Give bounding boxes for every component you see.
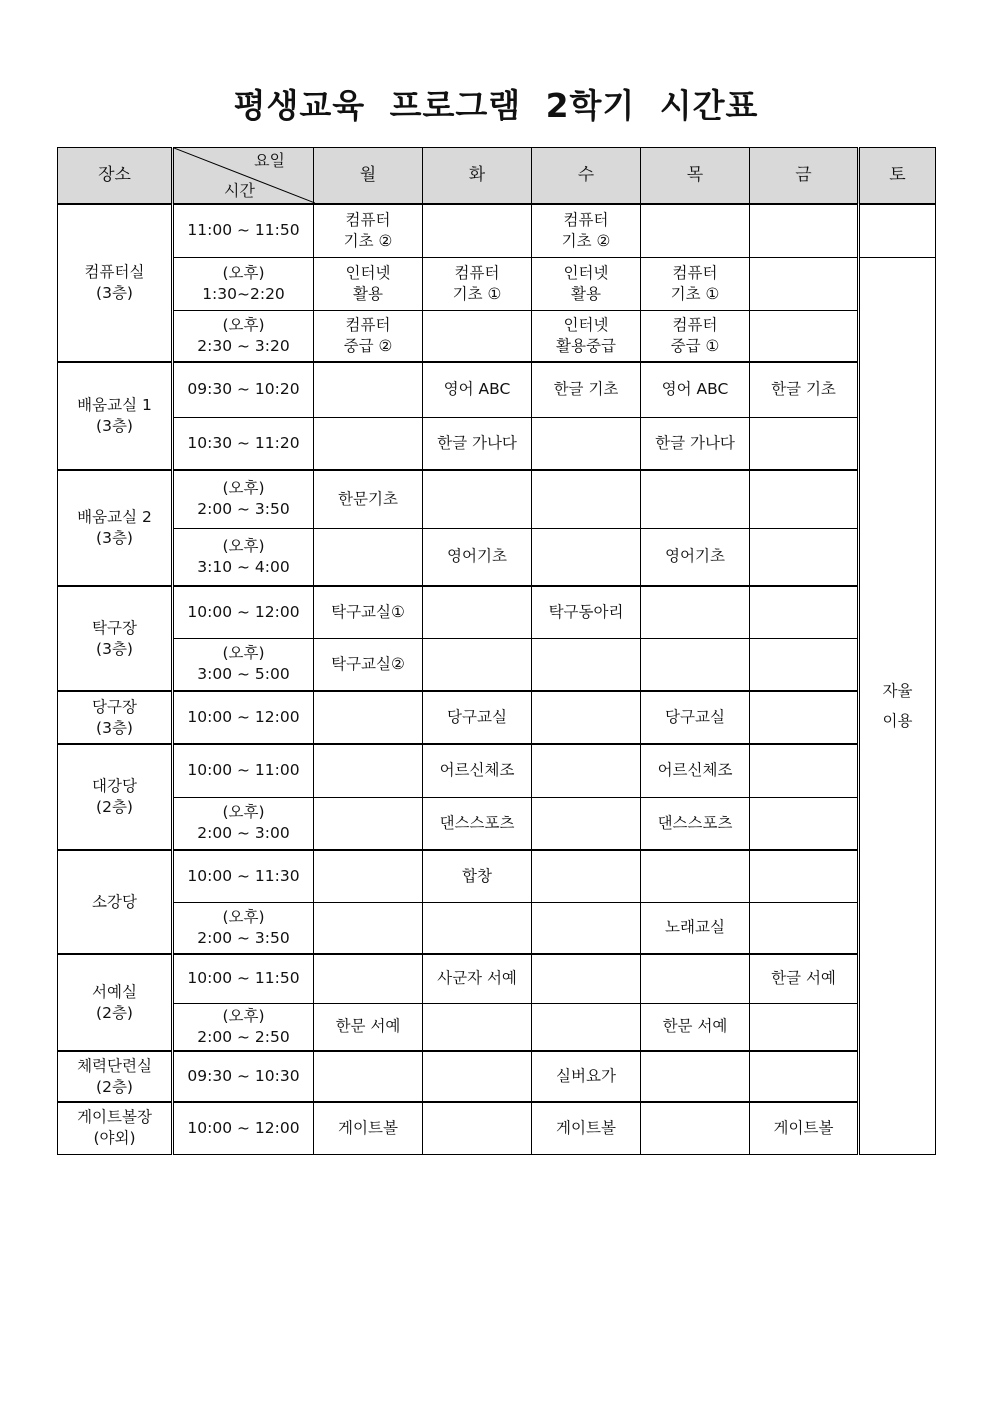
header-day-label: 요일	[254, 151, 285, 170]
program-cell-wed: 컴퓨터 기초 ②	[532, 204, 641, 257]
program-cell-tue	[423, 1102, 532, 1154]
place-cell: 당구장 (3층)	[58, 691, 173, 744]
program-cell-wed	[532, 417, 641, 470]
program-cell-fri: 한글 서예	[750, 954, 859, 1003]
header-day-wed: 수	[532, 148, 641, 205]
time-cell: 10:00 ~ 11:00	[173, 744, 314, 797]
table-row	[58, 1102, 936, 1154]
table-row	[58, 797, 936, 850]
program-cell-thu: 컴퓨터 중급 ①	[641, 310, 750, 362]
table-row	[58, 257, 936, 310]
program-cell-thu: 당구교실	[641, 691, 750, 744]
time-cell: (오후) 2:00 ~ 3:50	[173, 470, 314, 528]
table-row	[58, 204, 936, 257]
program-cell-thu: 한글 가나다	[641, 417, 750, 470]
program-cell-wed	[532, 797, 641, 850]
table-row	[58, 850, 936, 902]
program-cell-thu	[641, 586, 750, 638]
program-cell-mon	[314, 417, 423, 470]
program-cell-fri	[750, 1051, 859, 1102]
time-cell: 09:30 ~ 10:30	[173, 1051, 314, 1102]
table-row	[58, 1003, 936, 1051]
program-cell-fri	[750, 257, 859, 310]
program-cell-wed	[532, 691, 641, 744]
program-cell-wed	[532, 470, 641, 528]
header-day-time-corner	[173, 148, 314, 205]
program-cell-mon	[314, 954, 423, 1003]
place-cell: 탁구장 (3층)	[58, 586, 173, 691]
header-day-mon: 월	[314, 148, 423, 205]
header-place: 장소	[58, 148, 173, 205]
program-cell-wed: 한글 기초	[532, 362, 641, 417]
header-day-thu: 목	[641, 148, 750, 205]
program-cell-fri	[750, 902, 859, 954]
time-cell: (오후) 2:30 ~ 3:20	[173, 310, 314, 362]
program-cell-wed: 인터넷 활용	[532, 257, 641, 310]
place-cell: 체력단련실 (2층)	[58, 1051, 173, 1102]
program-cell-mon	[314, 902, 423, 954]
program-cell-mon	[314, 797, 423, 850]
program-cell-mon: 게이트볼	[314, 1102, 423, 1154]
program-cell-fri	[750, 1003, 859, 1051]
program-cell-thu	[641, 1102, 750, 1154]
time-cell: 10:00 ~ 12:00	[173, 1102, 314, 1154]
header-day-sat: 토	[859, 148, 936, 205]
program-cell-tue	[423, 1003, 532, 1051]
table-row	[58, 586, 936, 638]
program-cell-mon: 인터넷 활용	[314, 257, 423, 310]
program-cell-tue	[423, 310, 532, 362]
program-cell-tue	[423, 1051, 532, 1102]
program-cell-fri	[750, 638, 859, 691]
program-cell-fri	[750, 691, 859, 744]
program-cell-wed	[532, 902, 641, 954]
time-cell: 09:30 ~ 10:20	[173, 362, 314, 417]
time-cell: 10:00 ~ 12:00	[173, 691, 314, 744]
table-row	[58, 310, 936, 362]
program-cell-wed: 탁구동아리	[532, 586, 641, 638]
program-cell-fri	[750, 204, 859, 257]
program-cell-tue	[423, 586, 532, 638]
program-cell-mon: 한문 서예	[314, 1003, 423, 1051]
program-cell-thu: 한문 서예	[641, 1003, 750, 1051]
program-cell-mon	[314, 744, 423, 797]
program-cell-thu	[641, 1051, 750, 1102]
time-cell: 10:30 ~ 11:20	[173, 417, 314, 470]
program-cell-wed: 게이트볼	[532, 1102, 641, 1154]
table-row	[58, 1051, 936, 1102]
program-cell-wed	[532, 954, 641, 1003]
program-cell-tue: 합창	[423, 850, 532, 902]
program-cell-fri	[750, 744, 859, 797]
place-cell: 게이트볼장 (야외)	[58, 1102, 173, 1154]
program-cell-mon: 한문기초	[314, 470, 423, 528]
program-cell-mon: 컴퓨터 기초 ②	[314, 204, 423, 257]
place-cell: 컴퓨터실 (3층)	[58, 204, 173, 362]
program-cell-mon	[314, 1051, 423, 1102]
program-cell-wed: 실버요가	[532, 1051, 641, 1102]
place-cell: 서예실 (2층)	[58, 954, 173, 1051]
time-cell: (오후) 2:00 ~ 2:50	[173, 1003, 314, 1051]
program-cell-tue: 한글 가나다	[423, 417, 532, 470]
header-time-label: 시간	[224, 181, 255, 200]
program-cell-thu: 노래교실	[641, 902, 750, 954]
place-cell: 배움교실 2 (3층)	[58, 470, 173, 586]
program-cell-wed	[532, 850, 641, 902]
program-cell-fri	[750, 528, 859, 586]
time-cell: (오후) 1:30~2:20	[173, 257, 314, 310]
program-cell-thu	[641, 850, 750, 902]
program-cell-mon: 컴퓨터 중급 ②	[314, 310, 423, 362]
program-cell-thu: 컴퓨터 기초 ①	[641, 257, 750, 310]
program-cell-wed	[532, 528, 641, 586]
sat-cell-first	[859, 204, 936, 257]
program-cell-tue: 영어 ABC	[423, 362, 532, 417]
program-cell-thu: 어르신체조	[641, 744, 750, 797]
program-cell-tue	[423, 470, 532, 528]
program-cell-mon	[314, 362, 423, 417]
table-row	[58, 417, 936, 470]
program-cell-thu: 댄스스포츠	[641, 797, 750, 850]
program-cell-mon	[314, 850, 423, 902]
program-cell-mon: 탁구교실①	[314, 586, 423, 638]
program-cell-mon	[314, 528, 423, 586]
schedule-table	[57, 147, 936, 1155]
program-cell-tue: 컴퓨터 기초 ①	[423, 257, 532, 310]
program-cell-thu	[641, 204, 750, 257]
table-row	[58, 638, 936, 691]
program-cell-thu	[641, 638, 750, 691]
program-cell-fri: 한글 기초	[750, 362, 859, 417]
time-cell: 10:00 ~ 11:50	[173, 954, 314, 1003]
place-cell: 배움교실 1 (3층)	[58, 362, 173, 470]
place-cell: 소강당	[58, 850, 173, 954]
program-cell-wed	[532, 744, 641, 797]
time-cell: (오후) 3:00 ~ 5:00	[173, 638, 314, 691]
program-cell-thu	[641, 954, 750, 1003]
program-cell-tue: 영어기초	[423, 528, 532, 586]
table-row	[58, 902, 936, 954]
program-cell-wed: 인터넷 활용중급	[532, 310, 641, 362]
program-cell-tue: 사군자 서예	[423, 954, 532, 1003]
program-cell-thu	[641, 470, 750, 528]
table-row	[58, 744, 936, 797]
table-row	[58, 954, 936, 1003]
time-cell: (오후) 2:00 ~ 3:50	[173, 902, 314, 954]
page-title: 평생교육 프로그램 2학기 시간표	[233, 86, 759, 125]
header-row	[58, 148, 936, 205]
table-row	[58, 528, 936, 586]
program-cell-tue	[423, 638, 532, 691]
program-cell-wed	[532, 1003, 641, 1051]
time-cell: (오후) 2:00 ~ 3:00	[173, 797, 314, 850]
program-cell-fri	[750, 586, 859, 638]
program-cell-fri: 게이트볼	[750, 1102, 859, 1154]
time-cell: 11:00 ~ 11:50	[173, 204, 314, 257]
program-cell-fri	[750, 470, 859, 528]
table-row	[58, 362, 936, 417]
header-day-tue: 화	[423, 148, 532, 205]
program-cell-fri	[750, 850, 859, 902]
program-cell-wed	[532, 638, 641, 691]
program-cell-tue	[423, 902, 532, 954]
program-cell-fri	[750, 417, 859, 470]
place-cell: 대강당 (2층)	[58, 744, 173, 850]
program-cell-tue: 당구교실	[423, 691, 532, 744]
program-cell-tue: 어르신체조	[423, 744, 532, 797]
program-cell-thu: 영어 ABC	[641, 362, 750, 417]
program-cell-tue: 댄스스포츠	[423, 797, 532, 850]
program-cell-fri	[750, 310, 859, 362]
program-cell-tue	[423, 204, 532, 257]
time-cell: 10:00 ~ 11:30	[173, 850, 314, 902]
time-cell: (오후) 3:10 ~ 4:00	[173, 528, 314, 586]
program-cell-mon: 탁구교실②	[314, 638, 423, 691]
time-cell: 10:00 ~ 12:00	[173, 586, 314, 638]
program-cell-mon	[314, 691, 423, 744]
program-cell-fri	[750, 797, 859, 850]
header-day-fri: 금	[750, 148, 859, 205]
sat-free-use-cell: 자율 이용	[859, 257, 936, 1154]
table-row	[58, 470, 936, 528]
program-cell-thu: 영어기초	[641, 528, 750, 586]
table-row	[58, 691, 936, 744]
